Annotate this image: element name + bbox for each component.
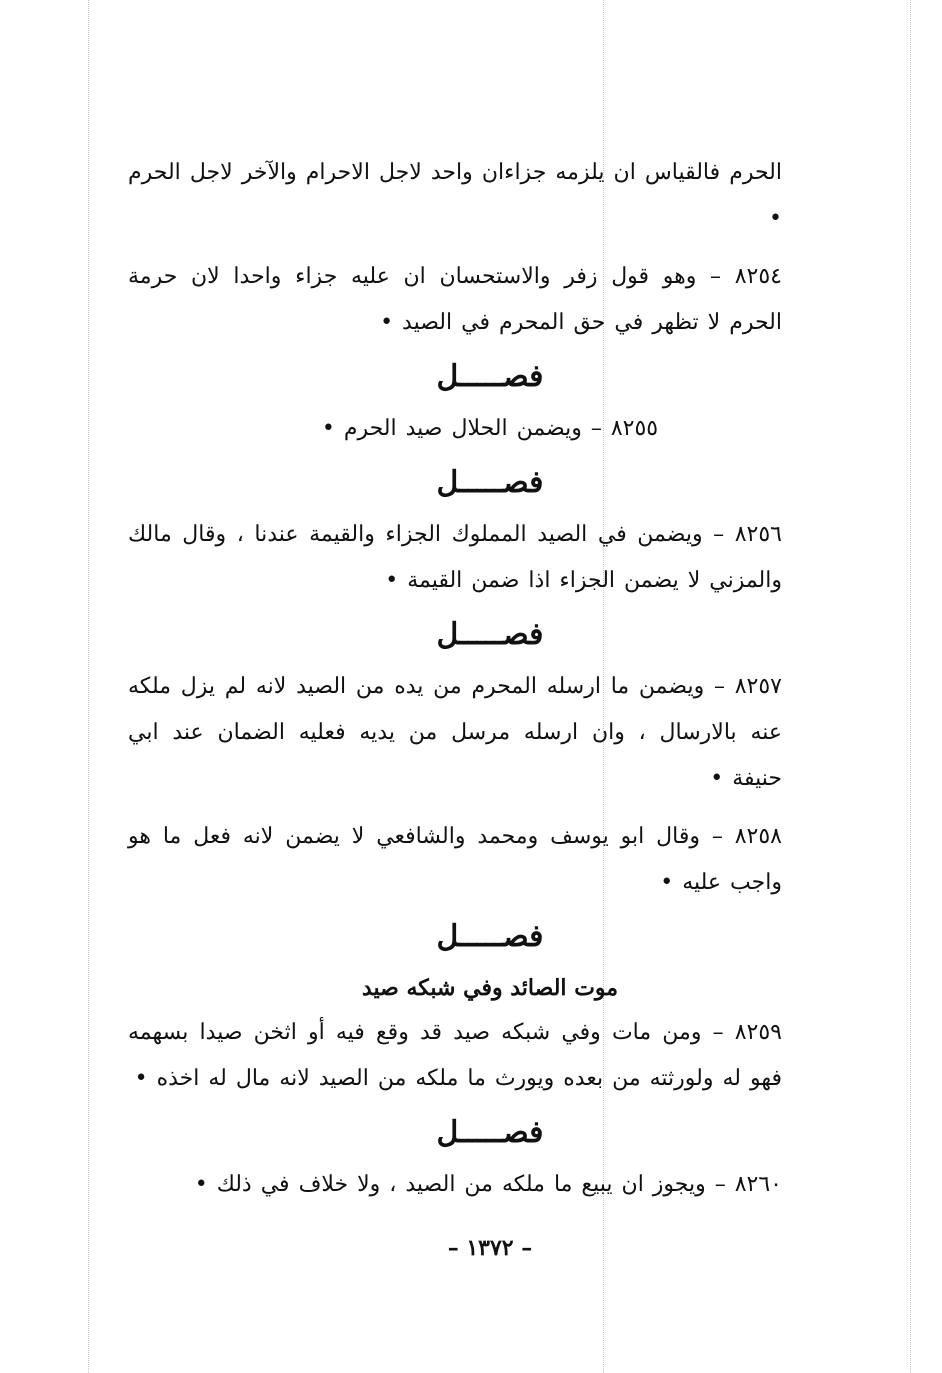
paragraph-8257: ٨٢٥٧ – ويضمن ما ارسله المحرم من يده من الصيد لانه لم يزل ملكه عنه بالارسال ، وان ارسله مرسل من يديه فعليه الضمان عند ابي حنيفة • <box>128 674 782 791</box>
section-heading-fasl-4: فصـــــل <box>436 919 544 954</box>
section-heading-fasl-2: فصـــــل <box>436 465 544 500</box>
paragraph-8259: ٨٢٥٩ – ومن مات وفي شبكه صيد قد وقع فيه أو اثخن صيدا بسهمه فهو له ولورثته من بعده ويورث ما ملكه من الصيد لانه مال له اخذه • <box>128 1020 782 1091</box>
paragraph-8255: ٨٢٥٥ – ويضمن الحلال صيد الحرم • <box>321 416 659 441</box>
paragraph-8258: ٨٢٥٨ – وقال ابو يوسف ومحمد والشافعي لا يضمن لانه فعل ما هو واجب عليه • <box>128 824 782 895</box>
section-subheading: موت الصائد وفي شبكه صيد <box>361 975 619 1001</box>
section-heading-fasl-5: فصـــــل <box>436 1115 544 1150</box>
page-number: – ١٣٧٢ – <box>447 1235 533 1261</box>
section-heading-fasl-3: فصـــــل <box>436 617 544 652</box>
document-page <box>128 150 782 1270</box>
paragraph-8256: ٨٢٥٦ – ويضمن في الصيد المملوك الجزاء والقيمة عندنا ، وقال مالك والمزني لا يضمن الجزاء اذا ضمن القيمة • <box>128 522 782 593</box>
paragraph-continuation: الحرم فالقياس ان يلزمه جزاءان واحد لاجل الاحرام والآخر لاجل الحرم • <box>128 160 782 231</box>
section-heading-fasl-1: فصـــــل <box>436 359 544 394</box>
scan-margin-rule-right <box>910 0 911 1373</box>
scan-margin-rule-left <box>88 0 89 1373</box>
paragraph-8260: ٨٢٦٠ – ويجوز ان يبيع ما ملكه من الصيد ، ولا خلاف في ذلك • <box>194 1172 782 1197</box>
paragraph-8254: ٨٢٥٤ – وهو قول زفر والاستحسان ان عليه جزاء واحدا لان حرمة الحرم لا تظهر في حق المحرم في الصيد • <box>128 264 782 335</box>
